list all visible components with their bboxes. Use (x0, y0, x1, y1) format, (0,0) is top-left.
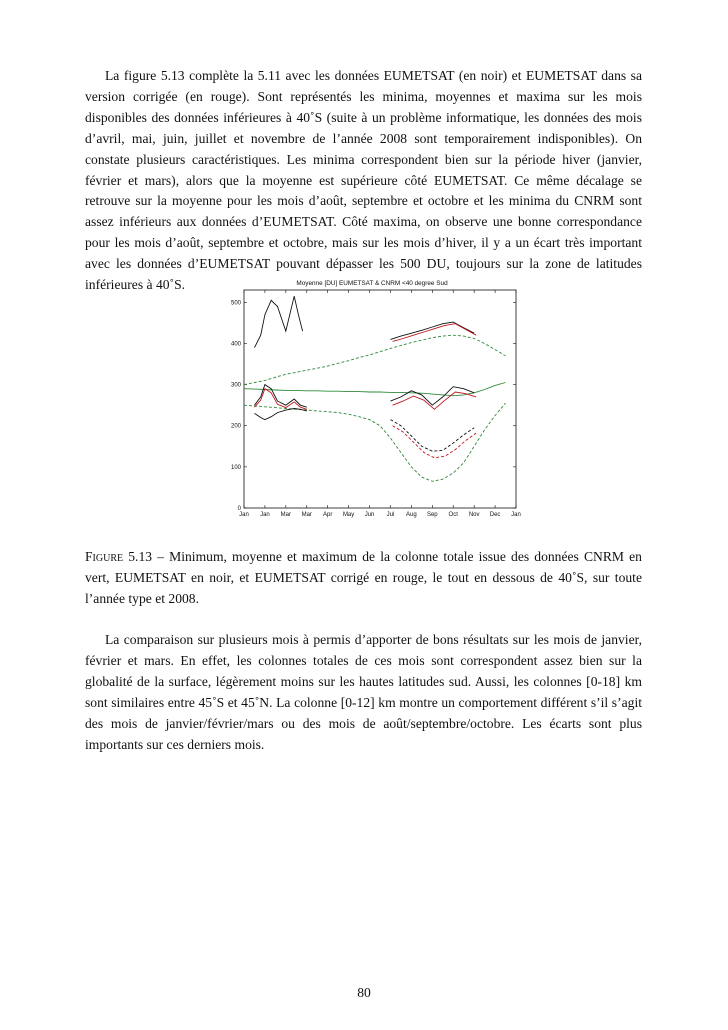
series-line-cnrm_min (244, 403, 506, 481)
y-tick-label: 300 (230, 382, 241, 389)
caption-text: – Minimum, moyenne et maximum de la colonne totale issue des données CNRM en vert, EUMETSAT en noir, et EUMETSAT corrigé en rouge, le tout en dessous de 40˚S, sur toute l’année type et 2008. (85, 549, 642, 606)
x-tick-label: Jan (260, 512, 270, 518)
figure-5-13-chart (220, 274, 525, 524)
plot-frame (244, 290, 516, 508)
x-tick-label: Sep (426, 512, 438, 518)
x-tick-label: May (342, 512, 355, 518)
y-tick-label: 400 (230, 341, 241, 348)
series-line-eumetsat_min (255, 409, 307, 420)
chart-title: Moyenne [DU] EUMETSAT & CNRM <40 degree Sud (296, 280, 448, 287)
figure-caption (85, 547, 642, 610)
x-tick-label: Jun (364, 512, 375, 518)
series-line-cnrm_max (244, 335, 506, 384)
x-tick-label: Nov (468, 512, 480, 518)
chart-svg (220, 274, 525, 524)
x-tick-label: Apr (323, 512, 333, 518)
x-tick-label: Aug (406, 512, 417, 518)
y-tick-label: 100 (230, 464, 241, 471)
paragraph-intro: La figure 5.13 complète la 5.11 avec les données EUMETSAT (en noir) et EUMETSAT dans sa version corrigée (en rouge). Sont représentés les minima, moyennes et maxima sur les mois disponibles des données inférieures à 40˚S (suite à un problème informatique, les données des mois d’avril, mai, juin, juillet et novembre de l’année 2008 sont temporairement indisponibles). On constate plusieurs caractéristiques. Les minima correspondent bien sur la période hiver (janvier, février et mars), alors que la moyenne est supérieure côté EUMETSAT. Ce même décalage se retrouve sur la moyenne pour les mois d’août, septembre et octobre et les minima du CNRM sont assez inférieurs aux données d’EUMETSAT. Côté maxima, on observe une bonne correspondance pour les mois d’août, septembre et octobre, mais sur les mois d’hiver, il y a un écart très important avec les données d’EUMETSAT pouvant dépasser les 500 DU, toujours sur la zone de latitudes inférieures à 40˚S. (85, 68, 642, 293)
plot-area (231, 290, 521, 518)
x-tick-label: Dec (489, 512, 501, 518)
y-tick-label: 200 (230, 423, 241, 430)
series-line-eumetsat_max (255, 296, 303, 347)
x-tick-label: Jan (511, 512, 521, 518)
paragraph-conclusion: La comparaison sur plusieurs mois à permis d’apporter de bons résultats sur les mois de janvier, février et mars. En effet, les colonnes totales de ces mois sont correspondent assez bien sur la globalité de la surface, légèrement moins sur les hautes latitudes sud. Aussi, les colonnes [0-18] km sont similaires entre 45˚S et 45˚N. La colonne [0-12] km montre un comportement différent s’il s’agit des mois de janvier/février/mars ou des mois de août/septembre/octobre. Les écarts sont plus importants sur ces derniers mois. (85, 632, 642, 752)
page-number: 80 (357, 985, 371, 1000)
caption-label: Figure 5.13 (85, 549, 153, 564)
x-tick-label: Mar (301, 512, 312, 518)
series-line-corrige_min (393, 426, 477, 458)
x-tick-label: Mar (280, 512, 292, 518)
x-tick-label: Jul (386, 512, 395, 518)
x-tick-label: Jan (239, 512, 249, 518)
series-line-eumetsat_min_2 (391, 420, 475, 452)
x-tick-label: Oct (448, 512, 458, 518)
series-line-eumetsat_max_2 (391, 322, 475, 339)
y-tick-label: 0 (237, 506, 241, 512)
y-tick-label: 500 (230, 300, 241, 307)
series-line-eumetsat_mean_2 (391, 387, 475, 406)
